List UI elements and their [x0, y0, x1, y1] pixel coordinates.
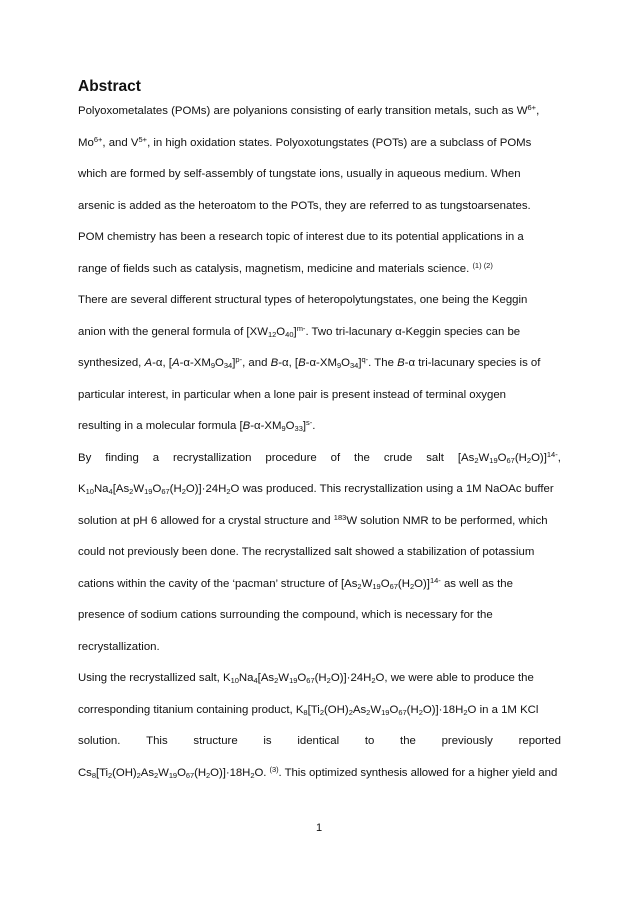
formula: $[As_2W_{19}O_{67}(H_2O)]^{14-}$,	[457, 449, 561, 465]
text-line: particular interest, in particular when a lone pair is present instead of terminal oxygen	[78, 388, 507, 401]
paragraph-2	[78, 291, 561, 449]
text-line: anion with the general formula of $[XW_{12}O_{40}]^{m-}$. Two tri-lacunary α-Keggin species can be	[78, 323, 521, 339]
text-line: Using the recrystallized salt, $K_{10}Na_4[As_2W_{19}O_{67}(H_2O)]\cdot 24H_2O$, we were able to produce the	[78, 672, 534, 685]
text-line: solution at pH 6 allowed for a crystal structure and $^{183}$W solution NMR to be performed, which	[78, 512, 548, 527]
text-line: synthesized, A-α, $[A-\alpha-XM_9O_{34}]^{p-}$, and B-α, $[B-\alpha-XM_9O_{34}]^{q-}$. The B-α tri-lacunary species is of	[78, 355, 541, 370]
paragraph-1	[78, 102, 561, 291]
text-line: could not previously been done. The recrystallized salt showed a stabilization of potassium	[78, 546, 535, 558]
citation-ref: (3)	[269, 764, 279, 774]
text-line: Polyoxometalates (POMs) are polyanions consisting of early transition metals, such as $W^{6+}$,	[78, 103, 540, 117]
abstract-section	[78, 78, 561, 795]
text-line: By finding a recrystallization procedure of the crude salt $[As_2W_{19}O_{67}(H_2O)]^{14-}$,	[78, 449, 561, 481]
text-line: solution. This structure is identical to the previously reported	[78, 735, 561, 747]
page-number: 1	[315, 822, 323, 834]
text-line: arsenic is added as the heteroatom to the POTs, they are referred to as tungstoarsenates.	[78, 199, 531, 212]
text-line: There are several different structural types of heteropolytungstates, one being the Keggin	[78, 294, 528, 306]
abstract-heading: Abstract	[78, 78, 141, 95]
paragraph-4	[78, 669, 561, 795]
text-line: $Cs_8[Ti_2(OH)_2As_2W_{19}O_{67}(H_2O)]\cdot 18H_2O$. $^{(3)}$. This optimized synthesis allowed for a higher yield and	[78, 764, 558, 780]
text-line: presence of sodium cations surrounding the compound, which is necessary for the	[78, 609, 493, 621]
text-line: resulting in a molecular formula $[B-\alpha-XM_9O_{33}]^{s-}$.	[78, 418, 316, 433]
text-line: corresponding titanium containing product, $K_8[Ti_2(OH)_2As_2W_{19}O_{67}(H_2O)]\cdot 18H_2O$ in a 1M KCl	[78, 703, 539, 717]
text-line: cations within the cavity of the ‘pacman’ structure of $[As_2W_{19}O_{67}(H_2O)]^{14-}$ as well as the	[78, 575, 513, 591]
text-line: $Mo^{6+}$, and $V^{5+}$, in high oxidation states. Polyoxotungstates (POTs) are a subclass of POMs	[78, 134, 532, 149]
text-line: $K_{10}Na_4[As_2W_{19}O_{67}(H_2O)]\cdot 24H_2O$ was produced. This recrystallization using a 1M NaOAc buffer	[78, 483, 554, 496]
text-line: which are formed by self-assembly of tungstate ions, usually in aqueous medium. When	[78, 168, 521, 180]
text-line: recrystallization.	[78, 640, 160, 653]
text-line: range of fields such as catalysis, magnetism, medicine and materials science. $^{(1) (2)}$	[78, 260, 493, 275]
text-line: POM chemistry has been a research topic of interest due to its potential applications in a	[78, 231, 524, 243]
citation-ref: (1) (2)	[472, 260, 493, 270]
paragraph-3	[78, 449, 561, 670]
